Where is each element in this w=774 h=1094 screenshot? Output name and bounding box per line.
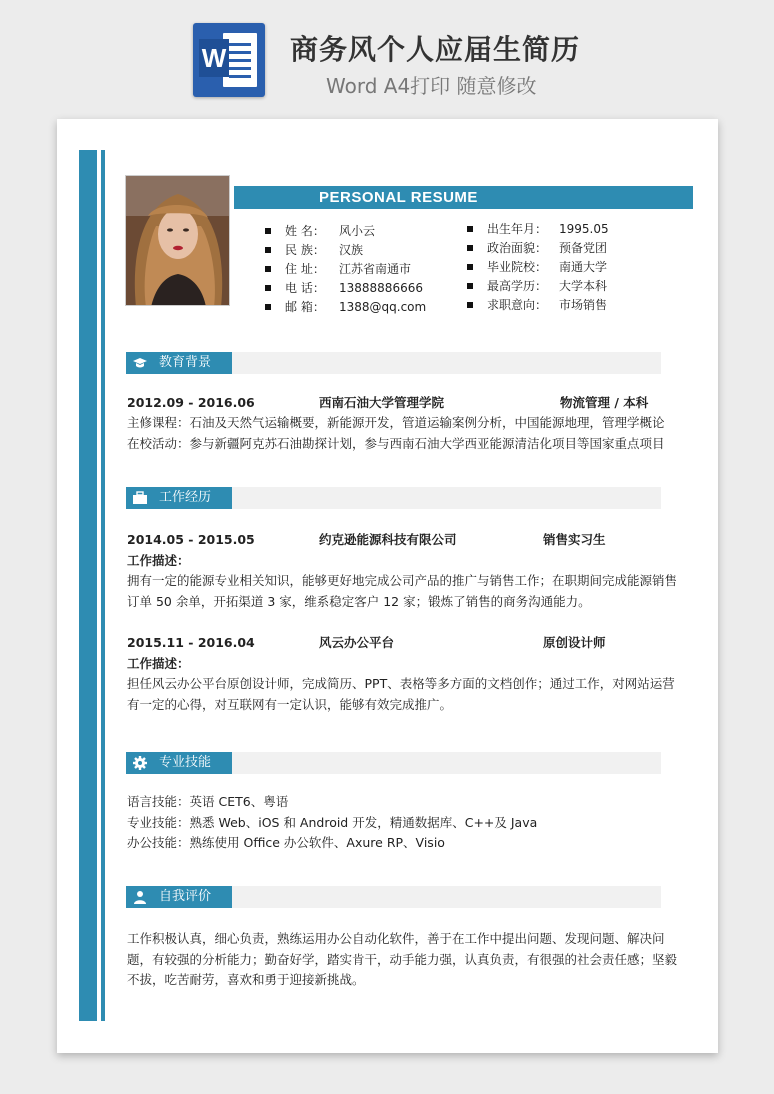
info-school: 毕业院校： 南通大学: [467, 258, 547, 277]
section-education-header: 教育背景: [126, 352, 232, 374]
person-icon: [132, 889, 148, 905]
info-name: 姓 名： 风小云: [265, 222, 325, 241]
briefcase-icon: [132, 490, 148, 506]
word-logo-icon: W: [193, 23, 265, 97]
info-email: 邮 箱： 1388@qq.com: [265, 298, 325, 317]
basic-info-right: [467, 220, 609, 315]
edu-period: 2012.09 - 2016.06: [127, 395, 255, 410]
section-self-header: 自我评价: [126, 886, 232, 908]
edu-courses: 主修课程：石油及天然气运输概要，新能源开发，管道运输案例分析，中国能源地理，管理学概论: [127, 415, 665, 430]
graduation-cap-icon: [132, 355, 148, 371]
section-skills-header: 专业技能: [126, 752, 232, 774]
personal-resume-header: PERSONAL RESUME: [234, 186, 693, 209]
work1-company: 约克逊能源科技有限公司: [319, 532, 457, 547]
left-accent-line: [101, 150, 105, 1021]
work1-role: 销售实习生: [543, 532, 606, 547]
basic-info-left: [265, 222, 427, 317]
info-political: 政治面貌： 预备党团: [467, 239, 547, 258]
portrait-image: [126, 176, 230, 306]
work2-desc: 担任风云办公平台原创设计师，完成简历、PPT、表格等多方面的文档创作；通过工作，对网站运营有一定的心得，对互联网有一定认识，能够有效完成推广。: [127, 676, 675, 712]
self-evaluation: 工作积极认真，细心负责，熟练运用办公自动化软件，善于在工作中提出问题、发现问题、解决问题，有较强的分析能力；勤奋好学，踏实肯干，动手能力强，认真负责，有很强的社会责任感；坚毅不拔，吃苦耐劳，喜欢和勇于迎接新挑战。: [127, 931, 678, 987]
work1-desc: 拥有一定的能源专业相关知识，能够更好地完成公司产品的推广与销售工作；在职期间完成能源销售订单 50 余单，开拓渠道 3 家，维系稳定客户 12 家；锻炼了销售的商务沟通能力。: [127, 573, 678, 609]
info-degree: 最高学历： 大学本科: [467, 277, 547, 296]
left-accent-bar: [79, 150, 97, 1021]
skill-language: 语言技能：英语 CET6、粤语: [127, 794, 289, 809]
resume-page: [57, 119, 718, 1053]
gear-icon: [132, 755, 148, 771]
work2-role: 原创设计师: [543, 635, 606, 650]
section-work-header: 工作经历: [126, 487, 232, 509]
work1-desc-label: 工作描述：: [127, 553, 190, 568]
info-address: 住 址： 江苏省南通市: [265, 260, 325, 279]
work2-company: 风云办公平台: [319, 635, 395, 650]
info-birth: 出生年月： 1995.05: [467, 220, 547, 239]
banner-subtitle: Word A4打印 随意修改: [326, 74, 537, 98]
work1-period: 2014.05 - 2015.05: [127, 532, 255, 547]
edu-activities: 在校活动：参与新疆阿克苏石油勘探计划，参与西南石油大学西亚能源清洁化项目等国家重点项目: [127, 436, 665, 451]
edu-major: 物流管理 / 本科: [560, 395, 649, 410]
edu-school: 西南石油大学管理学院: [319, 395, 445, 410]
skill-professional: 专业技能：熟悉 Web、iOS 和 Android 开发，精通数据库、C++及 Java: [127, 815, 538, 830]
banner: [0, 0, 774, 110]
work2-period: 2015.11 - 2016.04: [127, 635, 255, 650]
info-ethnicity: 民 族： 汉族: [265, 241, 325, 260]
profile-photo: [125, 175, 230, 306]
info-phone: 电 话： 13888886666: [265, 279, 325, 298]
info-objective: 求职意向： 市场销售: [467, 296, 547, 315]
banner-title: 商务风个人应届生简历: [290, 33, 581, 66]
work2-desc-label: 工作描述：: [127, 656, 190, 671]
skill-office: 办公技能：熟练使用 Office 办公软件、Axure RP、Visio: [127, 835, 445, 850]
